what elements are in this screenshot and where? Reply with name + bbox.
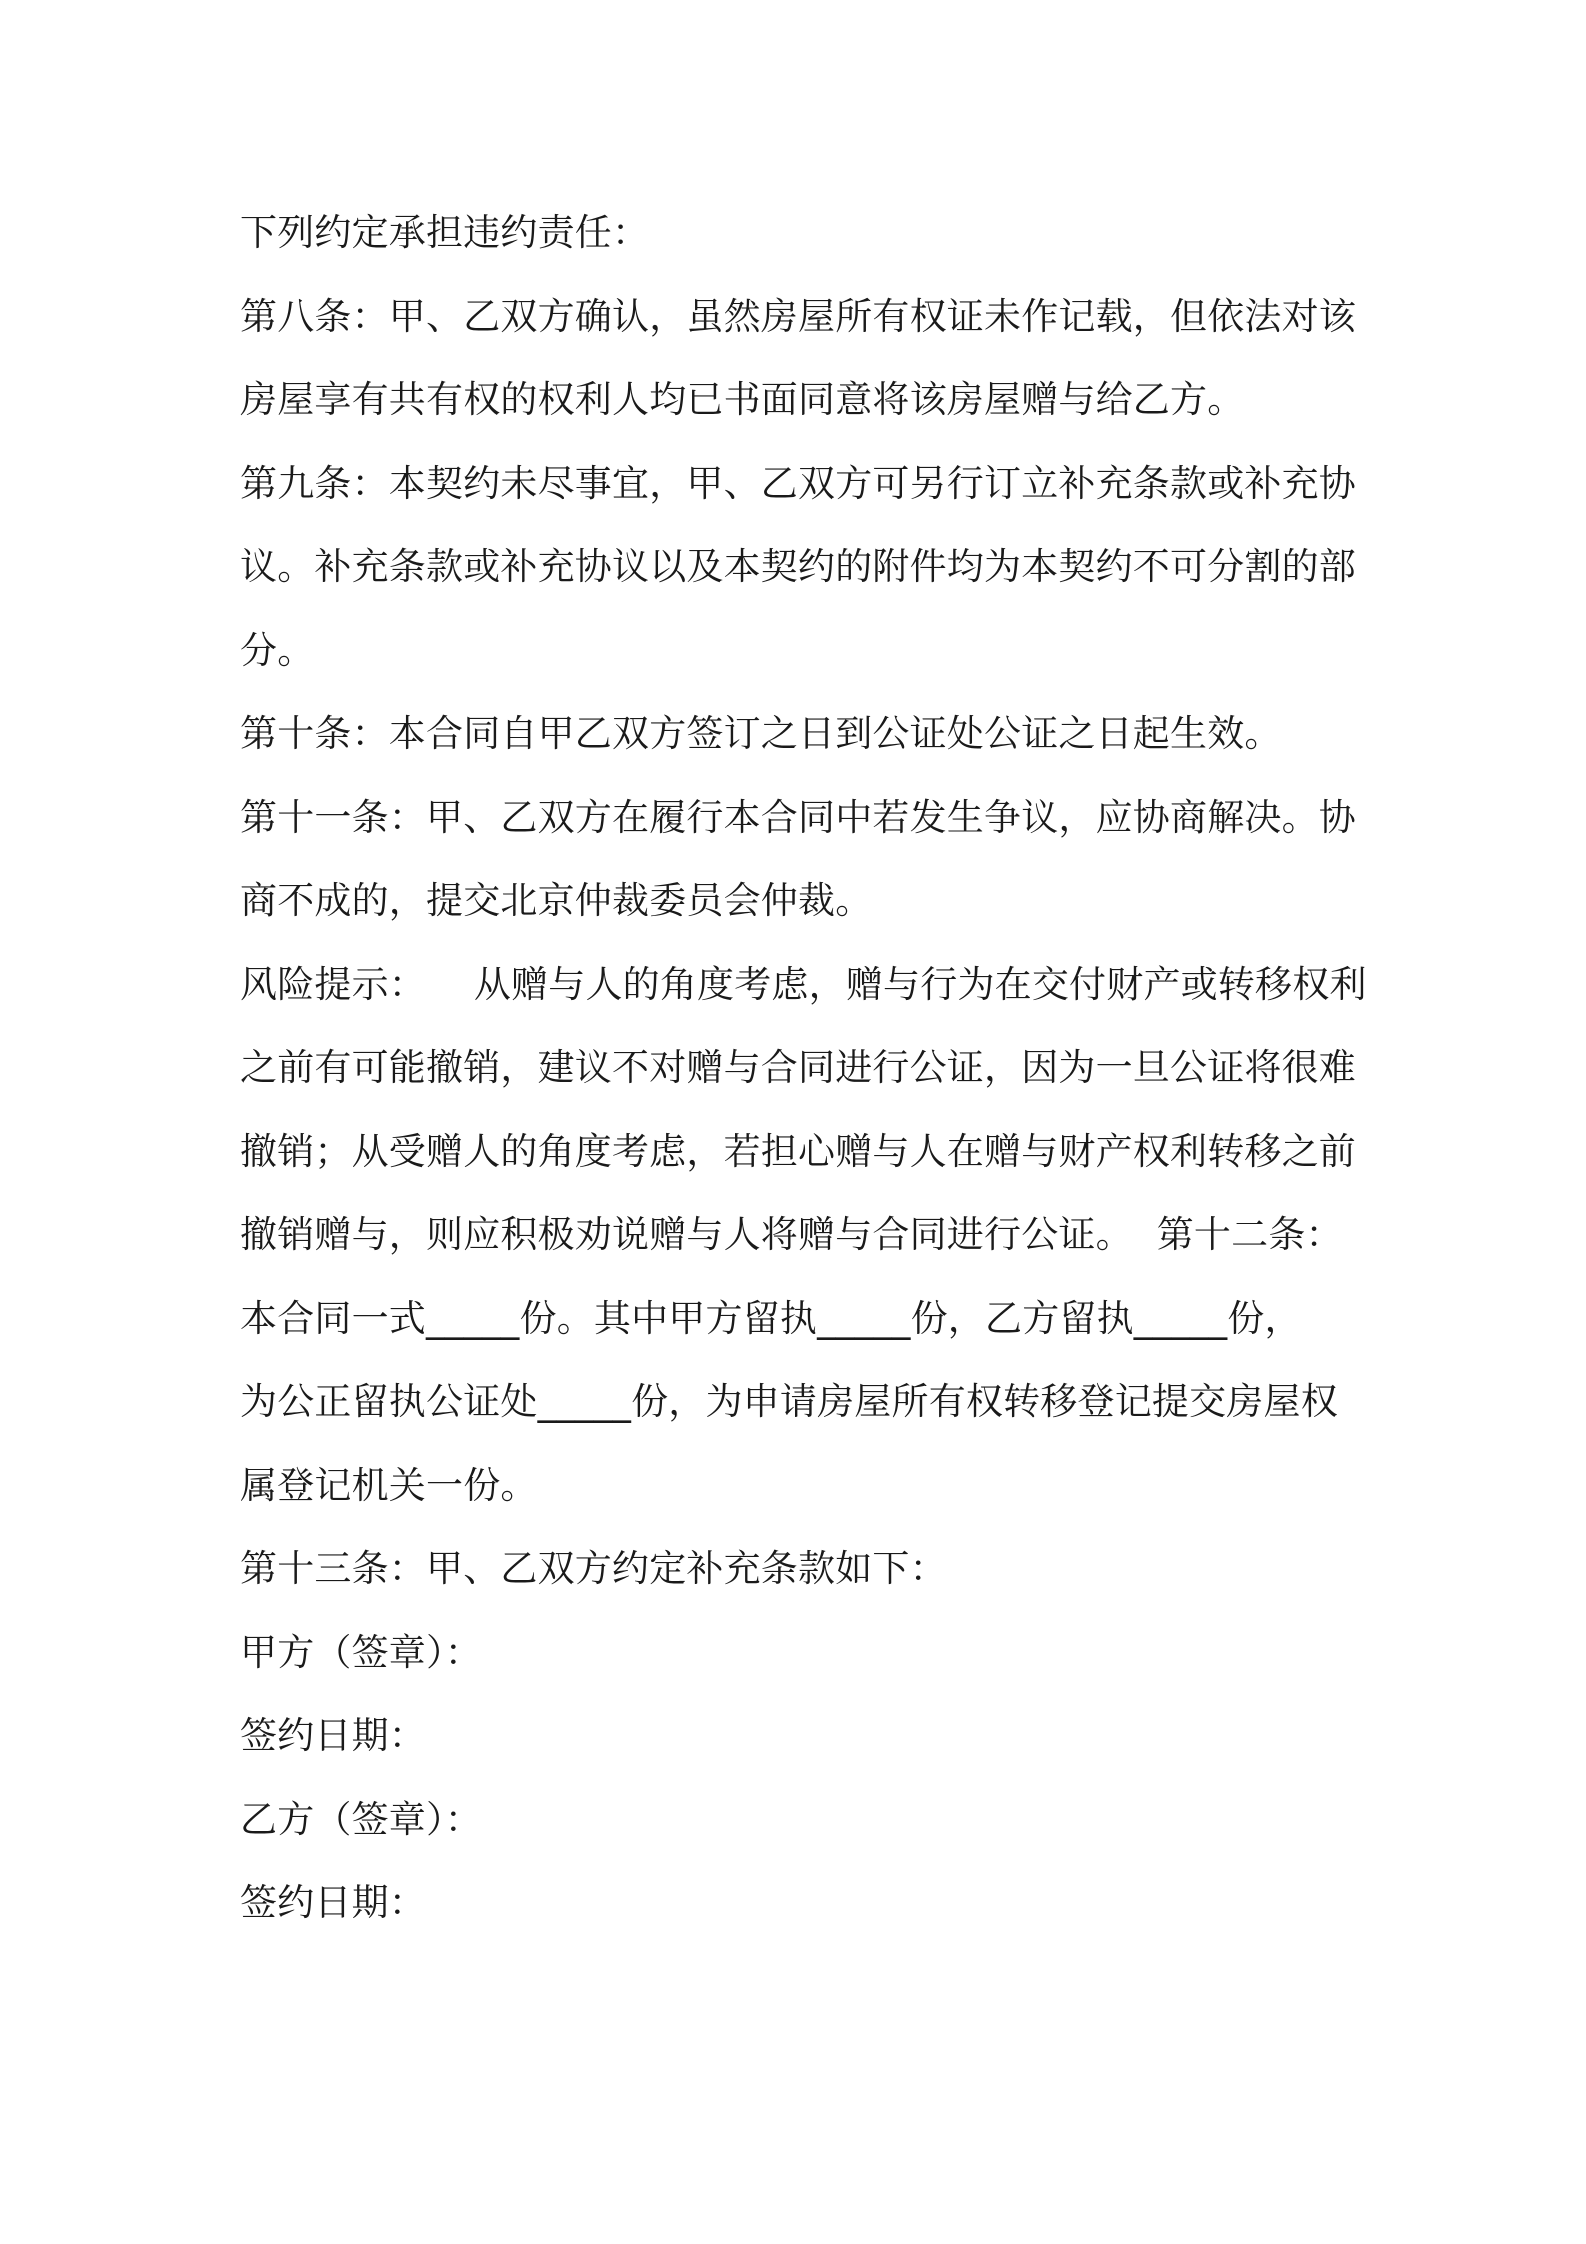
signing-date-label-a: 签约日期：: [240, 1714, 426, 1757]
text-line-article-12-cont: 为公正留执公证处_____份，为申请房屋所有权转移登记提交房屋权: [240, 1380, 1338, 1423]
text-line-article-10: 第十条：本合同自甲乙双方签订之日到公证处公证之日起生效。: [240, 712, 1282, 755]
signing-date-label-b: 签约日期：: [240, 1881, 426, 1924]
signature-party-b-label: 乙方（签章）：: [240, 1797, 482, 1841]
text-line-article-11: 第十一条：甲、乙双方在履行本合同中若发生争议，应协商解决。协: [240, 795, 1356, 839]
text-line-risk-notice-cont-1: 之前有可能撤销，建议不对赠与合同进行公证，因为一旦公证将很难: [240, 1046, 1356, 1089]
text-line-article-12: 本合同一式_____份。其中甲方留执_____份，乙方留执_____份，: [240, 1296, 1302, 1340]
text-line-article-13: 第十三条：甲、乙双方约定补充条款如下：: [240, 1547, 947, 1590]
text-line-article-9-end: 分。: [240, 628, 315, 672]
text-line-risk-notice-cont-3: 撤销赠与，则应积极劝说赠与人将赠与合同进行公证。 第十二条：: [240, 1213, 1343, 1256]
contract-text: [240, 191, 1367, 1945]
text-line-risk-notice: 风险提示： 从赠与人的角度考虑，赠与行为在交付财产或转移权利: [240, 962, 1367, 1006]
signature-party-a-label: 甲方（签章）：: [240, 1630, 482, 1674]
text-line-article-12-end: 属登记机关一份。: [240, 1463, 538, 1507]
text-line-liability-intro: 下列约定承担违约责任：: [240, 211, 650, 254]
text-line-article-9: 第九条：本契约未尽事宜，甲、乙双方可另行订立补充条款或补充协: [240, 461, 1356, 505]
text-line-article-8-cont: 房屋享有共有权的权利人均已书面同意将该房屋赠与给乙方。: [240, 378, 1245, 421]
text-line-risk-notice-cont-2: 撤销；从受赠人的角度考虑，若担心赠与人在赠与财产权利转移之前: [240, 1129, 1356, 1173]
text-line-article-9-cont: 议。补充条款或补充协议以及本契约的附件均为本契约不可分割的部: [240, 545, 1356, 588]
text-line-article-8: 第八条：甲、乙双方确认，虽然房屋所有权证未作记载，但依法对该: [240, 294, 1356, 338]
text-line-article-11-cont: 商不成的，提交北京仲裁委员会仲裁。: [240, 879, 873, 922]
